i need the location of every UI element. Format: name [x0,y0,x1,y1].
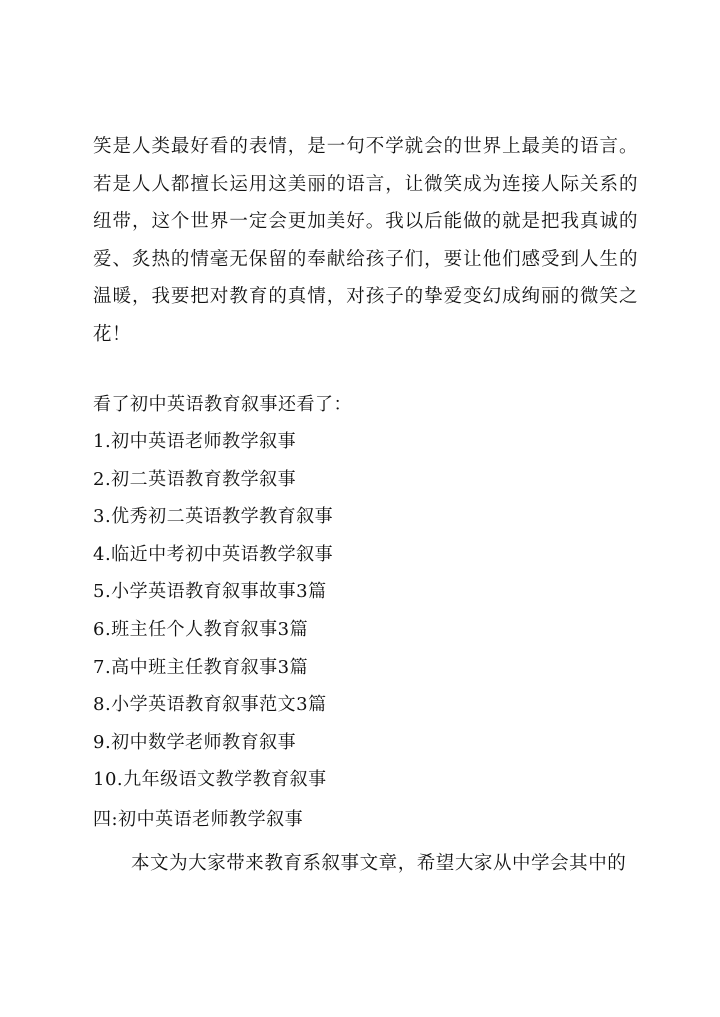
related-article-link[interactable]: 5.小学英语教育叙事故事3篇 [93,581,327,603]
related-article-link[interactable]: 6.班主任个人教育叙事3篇 [93,618,309,640]
closing-paragraph: 笑是人类最好看的表情，是一句不学就会的世界上最美的语言。若是人人都擅长运用这美丽的语言，让微笑成为连接人际关系的纽带，这个世界一定会更加美好。我以后能做的就是把我真诚的爱、炙热的情毫无保留的奉献给孩子们，要让他们感受到人生的温暖，我要把对教育的真情，对孩子的挚爱变幻成绚丽的微笑之花！ [93,136,638,345]
related-article-link[interactable]: 2.初二英语教育教学叙事 [93,468,297,490]
related-articles-list [93,430,333,806]
related-article-link[interactable]: 9.初中数学老师教育叙事 [93,731,297,753]
related-article-link[interactable]: 10.九年级语文教学教育叙事 [93,769,327,791]
related-articles-title: 看了初中英语教育叙事还看了： [93,394,352,415]
related-article-link[interactable]: 3.优秀初二英语教学教育叙事 [93,506,334,528]
related-article-link[interactable]: 4.临近中考初中英语教学叙事 [93,543,334,565]
related-article-link[interactable]: 7.高中班主任教育叙事3篇 [93,656,309,678]
section-intro-paragraph: 本文为大家带来教育系叙事文章，希望大家从中学会其中的 [131,853,627,874]
section-heading: 四:初中英语老师教学叙事 [93,809,304,830]
related-article-link[interactable]: 1.初中英语老师教学叙事 [93,431,297,452]
related-article-link[interactable]: 8.小学英语教育叙事范文3篇 [93,694,327,716]
